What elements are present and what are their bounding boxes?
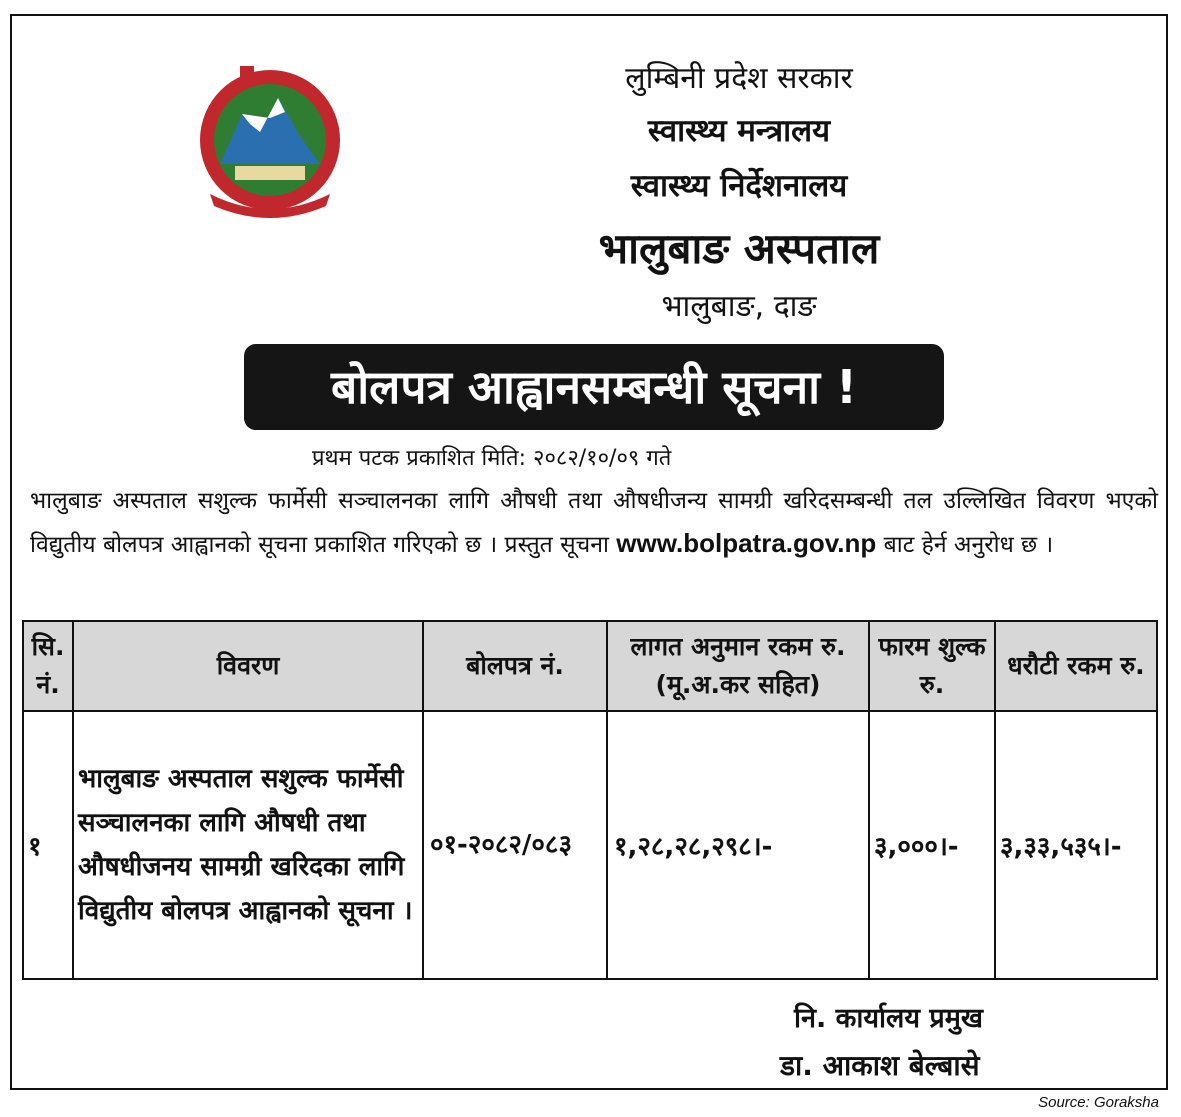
cell-deposit: ३,३३,५३५।-: [995, 711, 1157, 979]
cell-bid-number: ०१-२०८२/०८३: [423, 711, 607, 979]
published-date: प्रथम पटक प्रकाशित मिति: २०८२/१०/०९ गते: [312, 446, 672, 471]
header-cost-estimate: लागत अनुमान रकम रु. (मू.अ.कर सहित): [607, 621, 869, 711]
header-sn: सि. नं.: [23, 621, 73, 711]
table-header-row: [23, 621, 1157, 711]
cell-description: भालुबाङ अस्पताल सशुल्क फार्मेसी सञ्चालनका लागि औषधी तथा औषधीजनय सामग्री खरिदका लागि विद्युतीय बोलपत्र आह्वानको सूचना ।: [73, 711, 423, 979]
directorate-name: स्वास्थ्य निर्देशनालय: [630, 168, 848, 204]
notice-banner: बोलपत्र आह्वानसम्बन्धी सूचना !: [244, 344, 944, 430]
paragraph-text-1: भालुबाङ अस्पताल सशुल्क फार्मेसी सञ्चालनका लागि औषधी तथा औषधीजन्य सामग्री खरिदसम्बन्धी तल उल्लिखित विवरण भएको विद्युतीय बोलपत्र आह्वानको सूचना प्रकाशित गरिएको छ । प्रस्तुत सूचना: [30, 488, 1158, 558]
ministry-name: स्वास्थ्य मन्त्रालय: [647, 113, 831, 149]
paragraph-text-2: बाट हेर्न अनुरोध छ ।: [883, 532, 1054, 558]
header-description: विवरण: [73, 621, 423, 711]
hospital-name: भालुबाङ अस्पताल: [598, 224, 880, 273]
province-government: लुम्बिनी प्रदेश सरकार: [625, 61, 853, 96]
bid-table: [22, 620, 1158, 980]
notice-paragraph: [30, 480, 1158, 566]
cell-sn: १: [23, 711, 73, 979]
table-row: [23, 711, 1157, 979]
header-form-fee: फारम शुल्क रु.: [869, 621, 995, 711]
notice-frame: [10, 14, 1168, 1090]
header-deposit: धरौटी रकम रु.: [995, 621, 1157, 711]
cell-form-fee: ३,०००।-: [869, 711, 995, 979]
cell-cost-estimate: १,२८,२८,२९८।-: [607, 711, 869, 979]
bolpatra-link[interactable]: www.bolpatra.gov.np: [616, 528, 877, 558]
source-credit: Source: Goraksha: [1038, 1094, 1159, 1111]
signatory-name: डा. आकाश बेल्बासे: [780, 1049, 980, 1082]
signatory-title: नि. कार्यालय प्रमुख: [794, 1003, 983, 1034]
hospital-address: भालुबाङ, दाङ: [661, 289, 817, 324]
header-bid-number: बोलपत्र नं.: [423, 621, 607, 711]
